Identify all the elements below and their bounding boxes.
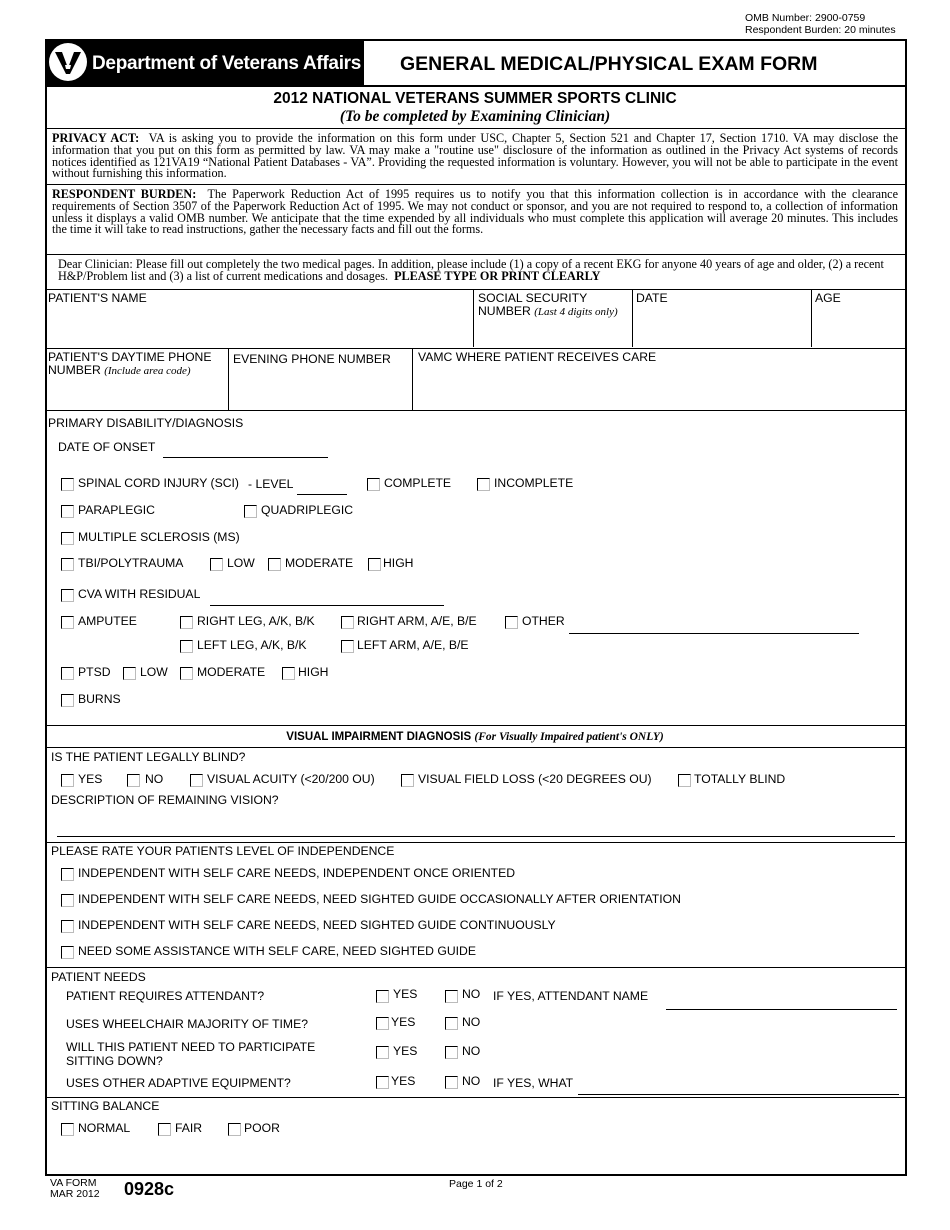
tbi-checkbox[interactable]	[61, 558, 74, 571]
independence-checkbox-4[interactable]	[61, 946, 74, 959]
age-field[interactable]	[814, 320, 904, 344]
left-arm-checkbox[interactable]	[341, 640, 354, 653]
divider	[811, 289, 812, 347]
evening-phone-label: EVENING PHONE NUMBER	[233, 352, 391, 366]
attendant-yes-checkbox[interactable]	[376, 990, 389, 1003]
tbi-moderate-checkbox[interactable]	[268, 558, 281, 571]
independence-checkbox-3[interactable]	[61, 920, 74, 933]
balance-heading: SITTING BALANCE	[51, 1099, 160, 1113]
right-leg-label: RIGHT LEG, A/K, B/K	[197, 614, 315, 628]
complete-label: COMPLETE	[384, 476, 452, 490]
patient-name-field[interactable]	[48, 318, 470, 344]
form-subtitle: 2012 NATIONAL VETERANS SUMMER SPORTS CLINIC	[273, 90, 677, 107]
privacy-text: VA is asking you to provide the information on this form under USC, Chapter 5, Section 521 and Chapter 17, Section 1710. VA may disclose the information that you put on this form as permitted by law. VA may make a "routine use" disclosure of the information as outlined in the Privacy Act systems of records notices identified as 121VA19 “National Patient Databases - VA”. Providing the requested information is voluntary. However, you will not be able to participate in the event without furnishing this information.	[52, 131, 898, 181]
divider	[45, 254, 907, 255]
visual-acuity-label: VISUAL ACUITY (<20/200 OU)	[207, 772, 375, 786]
adaptive-label: USES OTHER ADAPTIVE EQUIPMENT?	[66, 1076, 291, 1090]
ms-checkbox[interactable]	[61, 532, 74, 545]
tbi-low-checkbox[interactable]	[210, 558, 223, 571]
divider	[45, 410, 907, 411]
clinician-text: Dear Clinician: Please fill out completely the two medical pages. In addition, please include (1) a copy of a recent EKG for anyone 40 years of age and older, (2) a recent H&P/Problem list and (3) a list of current medications and dosages.	[58, 257, 884, 283]
independence-checkbox-1[interactable]	[61, 868, 74, 881]
tbi-low-label: LOW	[227, 556, 255, 570]
balance-normal-label: NORMAL	[78, 1121, 131, 1135]
remaining-vision-label: DESCRIPTION OF REMAINING VISION?	[51, 793, 279, 807]
complete-checkbox[interactable]	[367, 478, 380, 491]
right-leg-checkbox[interactable]	[180, 616, 193, 629]
quadriplegic-label: QUADRIPLEGIC	[261, 503, 354, 517]
tbi-label: TBI/POLYTRAUMA	[78, 556, 184, 570]
balance-fair-label: FAIR	[175, 1121, 203, 1135]
blind-yes-checkbox[interactable]	[61, 774, 74, 787]
va-logo-block	[45, 39, 364, 85]
adaptive-yes-label: YES	[391, 1074, 416, 1088]
divider	[412, 348, 413, 410]
footer-va-form: VA FORM	[50, 1177, 97, 1189]
independence-option-2: INDEPENDENT WITH SELF CARE NEEDS, NEED SIGHTED GUIDE OCCASIONALLY AFTER ORIENTATION	[78, 892, 681, 906]
attendant-yes-label: YES	[393, 987, 418, 1001]
balance-poor-label: POOR	[244, 1121, 280, 1135]
incomplete-checkbox[interactable]	[477, 478, 490, 491]
totally-blind-checkbox[interactable]	[678, 774, 691, 787]
ptsd-label: PTSD	[78, 665, 111, 679]
sitting-yes-label: YES	[393, 1044, 418, 1058]
balance-normal-checkbox[interactable]	[61, 1123, 74, 1136]
visual-heading-note: (For Visually Impaired patient's ONLY)	[474, 731, 664, 743]
form-frame	[45, 85, 907, 1176]
visual-heading-text: VISUAL IMPAIRMENT DIAGNOSIS	[286, 731, 472, 743]
tbi-moderate-label: MODERATE	[285, 556, 354, 570]
adaptive-no-label: NO	[462, 1074, 481, 1088]
wheelchair-no-checkbox[interactable]	[445, 1017, 458, 1030]
sitting-no-checkbox[interactable]	[445, 1046, 458, 1059]
adaptive-no-checkbox[interactable]	[445, 1076, 458, 1089]
adaptive-yes-checkbox[interactable]	[376, 1076, 389, 1089]
sci-checkbox[interactable]	[61, 478, 74, 491]
quadriplegic-checkbox[interactable]	[244, 505, 257, 518]
form-title-box	[364, 39, 907, 85]
ssn-label-number: NUMBER	[478, 304, 531, 318]
date-onset-field[interactable]	[163, 457, 328, 458]
form-title: GENERAL MEDICAL/PHYSICAL EXAM FORM	[400, 53, 818, 75]
right-arm-label: RIGHT ARM, A/E, B/E	[357, 614, 477, 628]
blind-no-label: NO	[145, 772, 164, 786]
day-phone-note: (Include area code)	[104, 365, 191, 377]
attendant-name-field[interactable]	[666, 1009, 897, 1010]
adaptive-equipment-field[interactable]	[578, 1094, 899, 1095]
date-label: DATE	[636, 291, 668, 305]
independence-heading: PLEASE RATE YOUR PATIENTS LEVEL OF INDEPENDENCE	[51, 844, 395, 858]
wheelchair-yes-label: YES	[391, 1015, 416, 1029]
independence-option-3: INDEPENDENT WITH SELF CARE NEEDS, NEED SIGHTED GUIDE CONTINUOUSLY	[78, 918, 556, 932]
blind-yes-label: YES	[78, 772, 103, 786]
ssn-label: SOCIAL SECURITY	[478, 291, 588, 305]
burns-label: BURNS	[78, 692, 121, 706]
day-phone-label-2	[48, 364, 191, 378]
cva-field[interactable]	[210, 605, 444, 606]
burden-heading: RESPONDENT BURDEN:	[52, 187, 197, 201]
divider	[45, 289, 907, 290]
diagnosis-heading: PRIMARY DISABILITY/DIAGNOSIS	[48, 416, 244, 430]
vamc-field[interactable]	[415, 382, 904, 408]
ssn-field[interactable]	[476, 320, 630, 344]
respondent-burden	[52, 189, 898, 236]
day-phone-field[interactable]	[48, 382, 226, 408]
burden-text: The Paperwork Reduction Act of 1995 requires us to notify you that this information collection is in accordance with the clearance requirements of Section 3507 of the Paperwork Reduction Act of 1995. We may not conduct or sponsor, and you are not required to respond to, a collection of information unless it displays a valid OMB number. We anticipate that the time expended by all individuals who must complete this application will average 20 minutes. This includes the time it will take to read instructions, gather the necessary facts and fill out the forms.	[52, 187, 898, 237]
ptsd-low-label: LOW	[140, 665, 168, 679]
sitting-no-label: NO	[462, 1044, 481, 1058]
amputee-other-label: OTHER	[522, 614, 565, 628]
divider	[45, 842, 907, 843]
left-leg-checkbox[interactable]	[180, 640, 193, 653]
patient-name-label: PATIENT'S NAME	[48, 291, 147, 305]
wheelchair-yes-checkbox[interactable]	[376, 1017, 389, 1030]
blind-no-checkbox[interactable]	[127, 774, 140, 787]
visual-heading	[0, 731, 950, 744]
independence-option-4: NEED SOME ASSISTANCE WITH SELF CARE, NEED SIGHTED GUIDE	[78, 944, 476, 958]
visual-field-loss-label: VISUAL FIELD LOSS (<20 DEGREES OU)	[418, 772, 652, 786]
attendant-no-label: NO	[462, 987, 481, 1001]
date-field[interactable]	[635, 320, 809, 344]
sci-level-field[interactable]	[297, 494, 347, 495]
divider	[45, 184, 907, 185]
sitting-label-1: WILL THIS PATIENT NEED TO PARTICIPATE	[66, 1040, 316, 1054]
divider	[228, 348, 229, 410]
balance-poor-checkbox[interactable]	[228, 1123, 241, 1136]
omb-number: OMB Number: 2900-0759	[745, 12, 866, 24]
clinician-emphasis: PLEASE TYPE OR PRINT CLEARLY	[394, 268, 601, 283]
sitting-yes-checkbox[interactable]	[376, 1046, 389, 1059]
ptsd-moderate-checkbox[interactable]	[180, 667, 193, 680]
left-arm-label: LEFT ARM, A/E, B/E	[357, 638, 469, 652]
tbi-high-label: HIGH	[383, 556, 414, 570]
vamc-label: VAMC WHERE PATIENT RECEIVES CARE	[418, 350, 657, 364]
divider	[45, 348, 907, 349]
incomplete-label: INCOMPLETE	[494, 476, 574, 490]
sitting-label-2: SITTING DOWN?	[66, 1054, 163, 1068]
divider	[632, 289, 633, 347]
totally-blind-label: TOTALLY BLIND	[694, 772, 786, 786]
divider	[45, 128, 907, 129]
date-onset-label: DATE OF ONSET	[58, 440, 156, 454]
legally-blind-label: IS THE PATIENT LEGALLY BLIND?	[51, 750, 246, 764]
amputee-other-checkbox[interactable]	[505, 616, 518, 629]
left-leg-label: LEFT LEG, A/K, B/K	[197, 638, 307, 652]
privacy-heading: PRIVACY ACT:	[52, 131, 140, 145]
respondent-burden-time: Respondent Burden: 20 minutes	[745, 24, 896, 36]
cva-checkbox[interactable]	[61, 589, 74, 602]
paraplegic-checkbox[interactable]	[61, 505, 74, 518]
ms-label: MULTIPLE SCLEROSIS (MS)	[78, 530, 240, 544]
cva-label: CVA WITH RESIDUAL	[78, 587, 201, 601]
ssn-label-2	[478, 305, 618, 319]
day-phone-label: PATIENT'S DAYTIME PHONE	[48, 350, 212, 364]
clinician-note	[58, 259, 898, 283]
balance-fair-checkbox[interactable]	[158, 1123, 171, 1136]
ptsd-moderate-label: MODERATE	[197, 665, 266, 679]
remaining-vision-field[interactable]	[57, 836, 895, 837]
footer-date: MAR 2012	[50, 1188, 100, 1200]
burns-checkbox[interactable]	[61, 694, 74, 707]
attendant-no-checkbox[interactable]	[445, 990, 458, 1003]
form-instructions: (To be completed by Examining Clinician)	[339, 108, 611, 125]
attendant-label: PATIENT REQUIRES ATTENDANT?	[66, 989, 265, 1003]
needs-heading: PATIENT NEEDS	[51, 970, 146, 984]
agency-name: Department of Veterans Affairs	[92, 53, 362, 74]
age-label: AGE	[815, 291, 841, 305]
divider	[473, 289, 474, 347]
tbi-high-checkbox[interactable]	[368, 558, 381, 571]
wheelchair-no-label: NO	[462, 1015, 481, 1029]
sci-level-label: - LEVEL	[248, 477, 294, 491]
attendant-name-label: IF YES, ATTENDANT NAME	[493, 989, 649, 1003]
evening-phone-field[interactable]	[231, 382, 410, 408]
footer-form-number: 0928c	[124, 1179, 175, 1199]
ptsd-low-checkbox[interactable]	[123, 667, 136, 680]
independence-checkbox-2[interactable]	[61, 894, 74, 907]
ptsd-high-label: HIGH	[298, 665, 329, 679]
amputee-checkbox[interactable]	[61, 616, 74, 629]
sci-label: SPINAL CORD INJURY (SCI)	[78, 476, 239, 490]
visual-acuity-checkbox[interactable]	[190, 774, 203, 787]
ptsd-high-checkbox[interactable]	[282, 667, 295, 680]
right-arm-checkbox[interactable]	[341, 616, 354, 629]
footer-page: Page 1 of 2	[449, 1178, 503, 1190]
ssn-note: (Last 4 digits only)	[534, 306, 618, 318]
divider	[45, 1097, 907, 1098]
privacy-act	[52, 133, 898, 180]
amputee-other-field[interactable]	[569, 633, 859, 634]
visual-field-loss-checkbox[interactable]	[401, 774, 414, 787]
divider	[45, 747, 907, 748]
if-yes-what-label: IF YES, WHAT	[493, 1076, 574, 1090]
divider	[45, 725, 907, 726]
va-seal-icon	[48, 42, 88, 82]
day-phone-label-number: NUMBER	[48, 363, 101, 377]
paraplegic-label: PARAPLEGIC	[78, 503, 155, 517]
ptsd-checkbox[interactable]	[61, 667, 74, 680]
independence-option-1: INDEPENDENT WITH SELF CARE NEEDS, INDEPENDENT ONCE ORIENTED	[78, 866, 516, 880]
divider	[45, 967, 907, 968]
wheelchair-label: USES WHEELCHAIR MAJORITY OF TIME?	[66, 1017, 308, 1031]
amputee-label: AMPUTEE	[78, 614, 137, 628]
